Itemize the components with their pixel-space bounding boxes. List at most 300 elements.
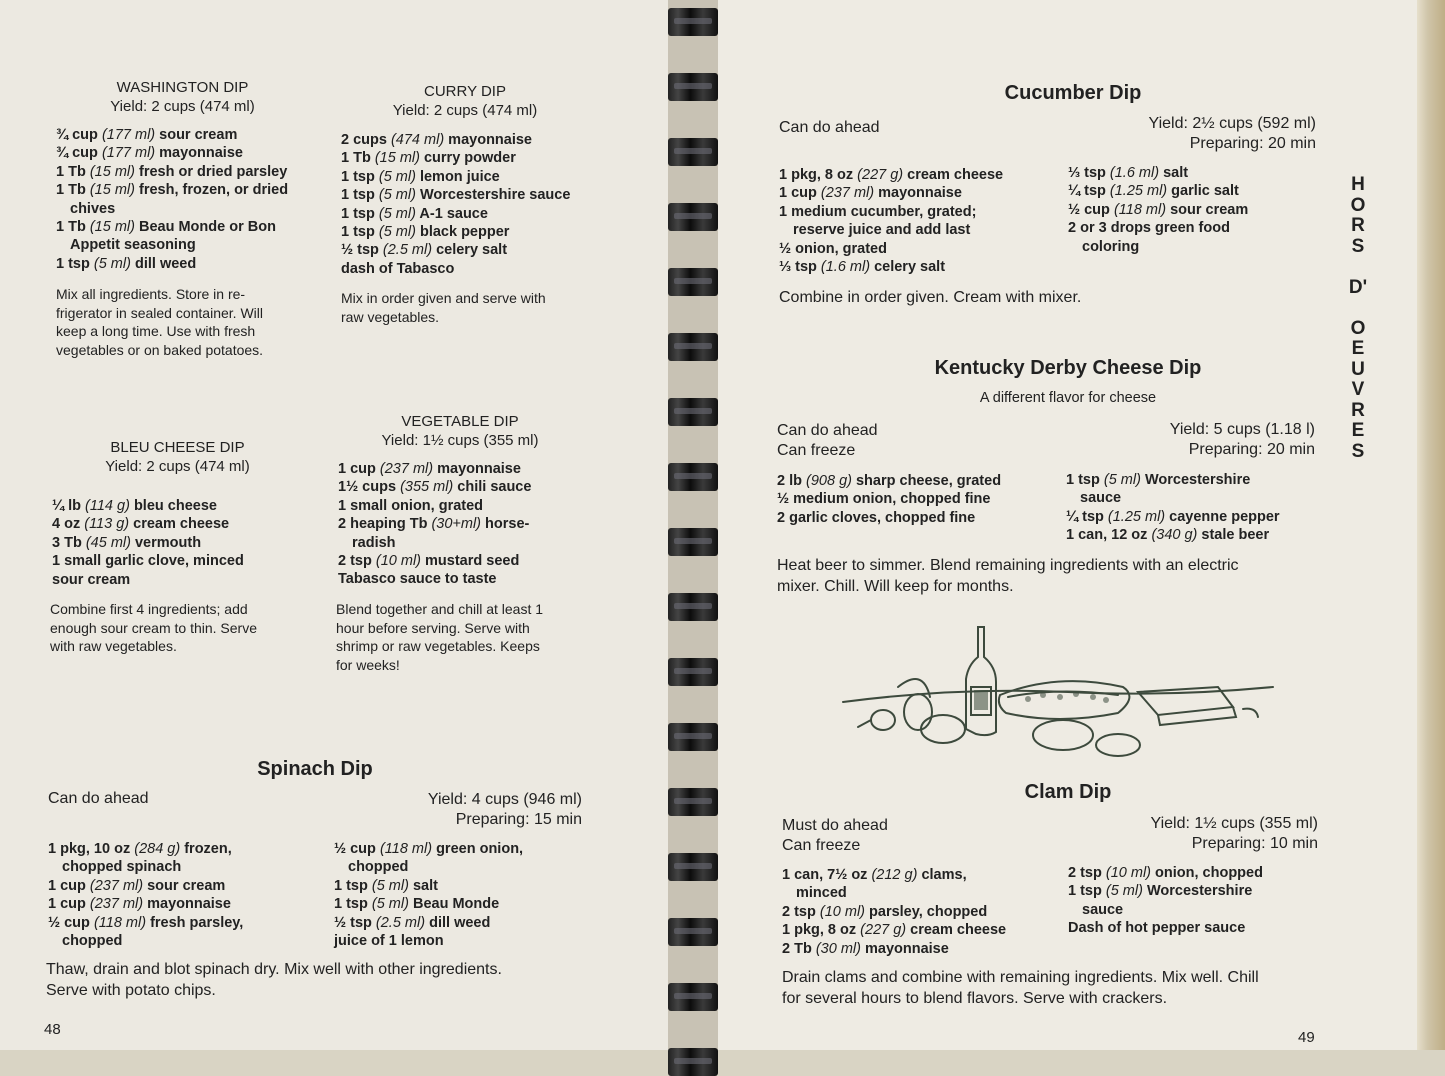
ingredient-line	[56, 236, 326, 254]
vegetable-title: VEGETABLE DIP	[401, 413, 519, 430]
ingredient-line	[48, 895, 318, 913]
ingredient-line	[777, 509, 1067, 527]
direction-line: Heat beer to simmer. Blend remaining ingredients with an electric	[777, 557, 1239, 574]
ingredient-metric: (237 ml)	[89, 877, 144, 894]
ingredient-text: 2 cups	[341, 132, 391, 148]
ingredient-text: mayonnaise	[433, 461, 521, 477]
ingredient-line	[52, 497, 312, 515]
ingredient-text: cayenne pepper	[1165, 508, 1280, 525]
ingredient-metric: (15 ml)	[374, 150, 420, 167]
ingredient-text: Tabasco sauce to taste	[338, 571, 497, 588]
bleu-yield: Yield: 2 cups (474 ml)	[105, 458, 250, 475]
ingredient-line	[782, 940, 1072, 958]
binding-ring	[668, 658, 718, 686]
ingredient-line	[338, 552, 593, 570]
ingredient-line	[341, 260, 601, 278]
ingredient-text: celery salt	[432, 242, 508, 259]
ingredient-metric: (355 ml)	[400, 479, 454, 496]
binding-ring	[668, 983, 718, 1011]
spinach-ingredients-left	[48, 840, 318, 950]
ingredient-text: mayonnaise	[143, 896, 231, 913]
ingredient-metric: (2.5 ml)	[382, 242, 433, 259]
ingredient-metric: (1.6 ml)	[1109, 165, 1160, 181]
ingredient-text: 1½ cups	[338, 479, 401, 496]
ingredient-line	[1068, 901, 1328, 919]
ingredient-text: 2 Tb	[782, 940, 816, 957]
clam-title: Clam Dip	[1024, 781, 1112, 803]
ingredient-text: ¾ cup	[56, 145, 102, 162]
cucumber-preparing: Preparing: 20 min	[1189, 135, 1316, 152]
ingredient-line	[1068, 919, 1328, 937]
ingredient-text: Dash of hot pepper sauce	[1068, 920, 1246, 937]
ingredient-line	[48, 877, 318, 895]
ingredient-text: 1 cup	[48, 896, 90, 913]
ingredient-text: cream cheese	[906, 922, 1007, 939]
binding-ring	[668, 528, 718, 556]
ingredient-metric: (5 ml)	[378, 205, 416, 222]
direction-line: hour before serving. Serve with	[336, 619, 530, 636]
direction-line: mixer. Chill. Will keep for months.	[777, 577, 1014, 595]
section-tab-letter: E	[1351, 338, 1365, 359]
ingredient-line	[338, 534, 593, 552]
kentucky-preparing: Preparing: 20 min	[1188, 441, 1315, 458]
ingredient-text: 1 tsp	[56, 255, 94, 272]
binding-ring	[668, 8, 718, 36]
binding-ring	[668, 723, 718, 751]
ingredient-text: ½ tsp	[334, 914, 376, 931]
clam-preparing: Preparing: 10 min	[1191, 835, 1318, 852]
ingredient-metric: (5 ml)	[93, 255, 131, 272]
ingredient-metric: (45 ml)	[85, 534, 131, 551]
section-tab-letter: D'	[1348, 276, 1368, 298]
ingredient-line	[338, 570, 593, 588]
ingredient-line	[779, 184, 1059, 202]
ingredient-metric: (118 ml)	[1113, 201, 1167, 218]
ingredient-text: ⅓ tsp	[779, 259, 821, 276]
clam-yield: Yield: 1½ cups (355 ml)	[1150, 815, 1318, 832]
direction-line: keep a long time. Use with fresh	[56, 323, 256, 339]
ingredient-line	[56, 181, 326, 199]
ingredient-text: ½ tsp	[341, 242, 383, 259]
page-number-right: 49	[1298, 1029, 1315, 1046]
ingredient-metric: (5 ml)	[378, 187, 416, 204]
spiral-binding	[668, 0, 718, 1050]
direction-line: Serve with potato chips.	[46, 981, 216, 999]
ingredient-line	[48, 914, 318, 932]
ingredient-metric: (10 ml)	[375, 553, 421, 570]
ingredient-text: salt	[408, 877, 438, 894]
ingredient-line	[341, 223, 601, 241]
cucumber-title: Cucumber Dip	[1004, 82, 1142, 104]
ingredient-line	[782, 866, 1072, 884]
ingredient-line	[341, 149, 601, 167]
ingredient-metric: (5 ml)	[378, 224, 416, 241]
ingredient-metric: (340 g)	[1151, 527, 1198, 544]
ingredient-text: minced	[796, 885, 847, 902]
ingredient-text: 2 tsp	[782, 903, 820, 920]
ingredient-metric: (2.5 ml)	[375, 914, 426, 931]
section-tab-letter: R	[1351, 399, 1365, 421]
binding-ring	[668, 1048, 718, 1076]
ingredient-line	[52, 552, 312, 570]
kentucky-ingredients-right	[1066, 471, 1326, 545]
ingredient-line	[341, 241, 601, 259]
ingredient-text: reserve juice and add last	[793, 222, 971, 239]
direction-line: Mix all ingredients. Store in re-	[56, 286, 246, 302]
kentucky-yield: Yield: 5 cups (1.18 l)	[1169, 421, 1315, 438]
ingredient-text: 1 tsp	[1068, 883, 1106, 900]
ingredient-text: chopped	[348, 859, 409, 876]
ingredient-text: sauce	[1080, 490, 1122, 507]
ingredient-text: mayonnaise	[860, 940, 949, 957]
curry-ingredients	[341, 131, 601, 278]
ingredient-line	[777, 490, 1067, 508]
ingredient-text: chopped	[62, 933, 123, 950]
clam-note-2: Can freeze	[782, 837, 861, 854]
ingredient-metric: (5 ml)	[1103, 472, 1141, 488]
left-page	[0, 0, 668, 1050]
washington-yield: Yield: 2 cups (474 ml)	[110, 98, 255, 115]
ingredient-line	[334, 932, 594, 950]
ingredient-text: dill weed	[425, 914, 491, 931]
still-life-illustration-icon	[838, 617, 1278, 777]
vegetable-directions	[336, 600, 586, 674]
section-tab-letter: U	[1351, 358, 1365, 380]
ingredient-metric: (114 g)	[85, 498, 130, 514]
ingredient-text: clams,	[917, 867, 967, 883]
ingredient-metric: (237 ml)	[89, 896, 144, 913]
kentucky-title: Kentucky Derby Cheese Dip	[934, 357, 1202, 379]
section-tab-letter: R	[1351, 215, 1365, 236]
ingredient-line	[779, 258, 1059, 276]
ingredient-text: horse-	[481, 516, 530, 533]
ingredient-metric: (113 g)	[84, 516, 130, 533]
ingredient-metric: (177 ml)	[101, 127, 156, 143]
section-tab-letter: O	[1350, 317, 1366, 339]
ingredient-line	[334, 840, 594, 858]
ingredient-text: juice of 1 lemon	[334, 933, 444, 950]
direction-line: for weeks!	[336, 656, 400, 673]
ingredient-text: 1 Tb	[56, 163, 90, 180]
section-tab-letter: E	[1351, 420, 1365, 441]
ingredient-text: stale beer	[1197, 527, 1270, 544]
ingredient-metric: (15 ml)	[89, 219, 135, 236]
ingredient-metric: (227 g)	[860, 922, 907, 939]
ingredient-text: 1 pkg, 8 oz	[779, 167, 858, 183]
cucumber-note: Can do ahead	[779, 119, 880, 136]
ingredient-text: Worcestershire sauce	[415, 187, 571, 204]
ingredient-line	[782, 921, 1072, 939]
direction-line: raw vegetables.	[341, 308, 440, 325]
ingredient-text: 1 cup	[779, 185, 821, 202]
ingredient-line	[56, 218, 326, 236]
ingredient-line	[1068, 182, 1318, 200]
ingredient-text: 1 cup	[338, 461, 380, 477]
ingredient-text: 2 lb	[777, 473, 807, 489]
ingredient-metric: (227 g)	[857, 167, 904, 183]
ingredient-text: 2 or 3 drops green food	[1068, 220, 1230, 237]
ingredient-text: mayonnaise	[444, 132, 532, 148]
ingredient-line	[1068, 201, 1318, 219]
ingredient-text: 3 Tb	[52, 534, 86, 551]
washington-title: WASHINGTON DIP	[116, 79, 249, 96]
curry-directions	[341, 289, 589, 326]
spinach-directions	[46, 960, 646, 1001]
ingredient-metric: (10 ml)	[1105, 865, 1151, 881]
ingredient-metric: (5 ml)	[371, 877, 409, 894]
ingredient-metric: (5 ml)	[371, 896, 409, 913]
ingredient-line	[52, 534, 312, 552]
ingredient-metric: (212 g)	[871, 867, 918, 883]
ingredient-text: 2 garlic cloves, chopped fine	[777, 509, 976, 526]
binding-ring	[668, 593, 718, 621]
ingredient-text: onion, chopped	[1151, 865, 1263, 881]
ingredient-metric: (118 ml)	[93, 914, 147, 931]
binding-ring	[668, 853, 718, 881]
vegetable-ingredients	[338, 460, 593, 589]
ingredient-metric: (284 g)	[134, 841, 181, 857]
spinach-yield: Yield: 4 cups (946 ml)	[427, 791, 582, 808]
ingredient-text: sour cream	[143, 877, 226, 894]
ingredient-text: sharp cheese, grated	[851, 473, 1002, 489]
ingredient-text: ½ medium onion, chopped fine	[777, 491, 991, 508]
ingredient-text: sour cream	[1166, 201, 1249, 218]
ingredient-line	[338, 460, 593, 478]
ingredient-text: green onion,	[432, 841, 524, 857]
ingredient-text: ½ cup	[48, 914, 94, 931]
ingredient-text: mayonnaise	[874, 185, 962, 202]
ingredient-text: cream cheese	[903, 167, 1004, 183]
page-edge	[1417, 0, 1445, 1050]
ingredient-text: Beau Monde	[408, 896, 500, 913]
ingredient-text: sour cream	[52, 571, 131, 588]
ingredient-line	[777, 472, 1067, 490]
ingredient-text: frozen,	[180, 841, 232, 857]
ingredient-line	[56, 126, 326, 144]
ingredient-text: chili sauce	[453, 479, 532, 496]
ingredient-line	[334, 858, 594, 876]
cucumber-yield: Yield: 2½ cups (592 ml)	[1148, 115, 1316, 132]
binding-ring	[668, 333, 718, 361]
section-tab-letter: S	[1351, 440, 1365, 462]
ingredient-text: mayonnaise	[155, 145, 243, 162]
ingredient-text: Beau Monde or Bon	[134, 219, 276, 236]
ingredient-line	[1068, 238, 1318, 256]
ingredient-text: celery salt	[870, 259, 946, 276]
direction-line: Thaw, drain and blot spinach dry. Mix well with other ingredients.	[46, 961, 502, 978]
spinach-ingredients-right	[334, 840, 594, 950]
ingredient-text: ½ cup	[1068, 201, 1114, 218]
ingredient-line	[48, 932, 318, 950]
ingredient-text: dill weed	[130, 255, 197, 272]
ingredient-metric: (1.6 ml)	[820, 259, 871, 276]
ingredient-text: dash of Tabasco	[341, 260, 455, 277]
direction-line: enough sour cream to thin. Serve	[50, 619, 258, 636]
ingredient-line	[334, 877, 594, 895]
ingredient-text: lemon juice	[415, 168, 500, 185]
binding-ring	[668, 73, 718, 101]
direction-line: vegetables or on baked potatoes.	[56, 341, 264, 358]
ingredient-text: 1 pkg, 10 oz	[48, 841, 135, 857]
direction-line: shrimp or raw vegetables. Keeps	[336, 638, 540, 654]
ingredient-text: garlic salt	[1167, 183, 1239, 200]
clam-note-1: Must do ahead	[782, 817, 888, 834]
ingredient-text: ¼ tsp	[1068, 183, 1110, 200]
ingredient-line	[1066, 489, 1326, 507]
ingredient-text: mustard seed	[421, 553, 520, 570]
ingredient-line	[1066, 526, 1326, 544]
ingredient-line	[341, 131, 601, 149]
kentucky-ingredients-left	[777, 472, 1067, 527]
ingredient-text: 1 pkg, 8 oz	[782, 922, 861, 939]
ingredient-metric: (177 ml)	[101, 145, 156, 162]
ingredient-text: 1 cup	[48, 877, 90, 894]
ingredient-line	[334, 914, 594, 932]
ingredient-line	[56, 200, 326, 218]
ingredient-text: fresh, frozen, or dried	[134, 182, 289, 199]
ingredient-text: 1 tsp	[341, 168, 379, 185]
ingredient-text: vermouth	[130, 534, 202, 551]
ingredient-metric: (237 ml)	[379, 461, 434, 477]
section-tab-letter: S	[1351, 235, 1365, 257]
ingredient-line	[56, 144, 326, 162]
ingredient-line	[779, 221, 1059, 239]
section-tab-letter: H	[1351, 174, 1365, 195]
section-tab-letter	[1346, 257, 1370, 278]
washington-ingredients	[56, 126, 326, 273]
binding-ring	[668, 463, 718, 491]
direction-line: for several hours to blend flavors. Serve with crackers.	[782, 989, 1168, 1007]
binding-ring	[668, 398, 718, 426]
clam-directions	[782, 968, 1352, 1009]
ingredient-line	[1066, 508, 1326, 526]
ingredient-metric: (118 ml)	[379, 841, 433, 857]
cucumber-ingredients-left	[779, 166, 1059, 276]
ingredient-text: ¾ cup	[56, 127, 102, 143]
ingredient-metric: (5 ml)	[1105, 883, 1143, 900]
ingredient-text: cream cheese	[129, 516, 230, 533]
right-page	[718, 0, 1445, 1050]
ingredient-line	[779, 240, 1059, 258]
ingredient-line	[1066, 471, 1326, 489]
ingredient-line	[56, 255, 326, 273]
ingredient-text: 1 Tb	[56, 182, 90, 199]
ingredient-metric: (908 g)	[806, 473, 852, 489]
clam-ingredients-left	[782, 866, 1072, 958]
ingredient-text: bleu cheese	[129, 498, 217, 514]
ingredient-text: 1 can, 7½ oz	[782, 867, 872, 883]
ingredient-line	[334, 895, 594, 913]
ingredient-text: Worcestershire	[1142, 883, 1253, 900]
clam-ingredients-right	[1068, 864, 1328, 938]
ingredient-line	[338, 515, 593, 533]
curry-title: CURRY DIP	[424, 83, 506, 100]
ingredient-metric: (30 ml)	[815, 940, 861, 957]
cucumber-directions	[779, 288, 1339, 309]
ingredient-text: ¼ tsp	[1066, 508, 1108, 525]
direction-line: Blend together and chill at least 1	[336, 601, 544, 617]
direction-line: Drain clams and combine with remaining ingredients. Mix well. Chill	[782, 969, 1259, 986]
ingredient-line	[1068, 164, 1318, 182]
ingredient-line	[1068, 219, 1318, 237]
binding-ring	[668, 138, 718, 166]
ingredient-metric: (5 ml)	[378, 168, 416, 185]
ingredient-text: 2 heaping Tb	[338, 516, 432, 533]
direction-line: Combine in order given. Cream with mixer.	[779, 289, 1082, 306]
ingredient-text: sauce	[1082, 901, 1124, 918]
ingredient-line	[56, 163, 326, 181]
ingredient-text: fresh parsley,	[146, 914, 244, 931]
ingredient-text: 1 small garlic clove, minced	[52, 553, 244, 570]
ingredient-line	[48, 858, 318, 876]
ingredient-metric: (15 ml)	[89, 182, 135, 199]
vegetable-yield: Yield: 1½ cups (355 ml)	[381, 432, 539, 449]
ingredient-metric: (30+ml)	[431, 516, 482, 533]
ingredient-line	[341, 186, 601, 204]
spinach-title: Spinach Dip	[257, 758, 373, 780]
ingredient-text: 1 tsp	[341, 224, 379, 241]
section-tab-hors-doeuvres	[1346, 175, 1370, 462]
ingredient-text: 1 tsp	[334, 877, 372, 894]
section-tab-letter: V	[1351, 379, 1365, 400]
ingredient-line	[48, 840, 318, 858]
ingredient-text: salt	[1159, 165, 1189, 181]
kentucky-note-1: Can do ahead	[777, 422, 878, 439]
page-number-left: 48	[44, 1021, 61, 1038]
direction-line: frigerator in sealed container. Will	[56, 304, 263, 321]
binding-ring	[668, 203, 718, 231]
ingredient-text: ½ onion, grated	[779, 240, 887, 257]
ingredient-text: sour cream	[155, 127, 238, 143]
ingredient-text: 4 oz	[52, 516, 85, 533]
ingredient-text: Appetit seasoning	[70, 237, 196, 254]
ingredient-metric: (237 ml)	[820, 185, 875, 202]
bleu-ingredients	[52, 497, 312, 589]
ingredient-text: coloring	[1082, 238, 1140, 255]
binding-ring	[668, 918, 718, 946]
ingredient-text: 1 small onion, grated	[338, 497, 484, 514]
ingredient-text: 1 tsp	[341, 187, 379, 204]
binding-ring	[668, 268, 718, 296]
ingredient-text: parsley, chopped	[865, 903, 988, 920]
ingredient-text: chopped spinach	[62, 859, 182, 876]
ingredient-text: 1 medium cucumber, grated;	[779, 203, 977, 220]
section-tab-letter	[1346, 298, 1370, 319]
kentucky-subtitle: A different flavor for cheese	[979, 390, 1157, 406]
ingredient-text: ½ cup	[334, 841, 380, 857]
washington-directions	[56, 285, 306, 359]
ingredient-text: 2 tsp	[1068, 865, 1106, 881]
ingredient-text: Worcestershire	[1140, 472, 1251, 488]
direction-line: Combine first 4 ingredients; add	[50, 601, 248, 617]
ingredient-metric: (474 ml)	[390, 132, 445, 148]
bleu-title: BLEU CHEESE DIP	[110, 439, 245, 456]
ingredient-text: 2 tsp	[338, 553, 376, 570]
ingredient-text: curry powder	[419, 150, 516, 167]
cucumber-ingredients-right	[1068, 164, 1318, 256]
direction-line: with raw vegetables.	[50, 638, 177, 654]
ingredient-line	[52, 571, 312, 589]
ingredient-text: black pepper	[415, 224, 510, 241]
kentucky-note-2: Can freeze	[777, 442, 856, 459]
ingredient-text: radish	[352, 534, 396, 551]
ingredient-line	[338, 478, 593, 496]
ingredient-line	[52, 515, 312, 533]
ingredient-line	[779, 203, 1059, 221]
direction-line: Mix in order given and serve with	[341, 290, 546, 306]
ingredient-line	[779, 166, 1059, 184]
ingredient-text: ¼ lb	[52, 498, 86, 514]
